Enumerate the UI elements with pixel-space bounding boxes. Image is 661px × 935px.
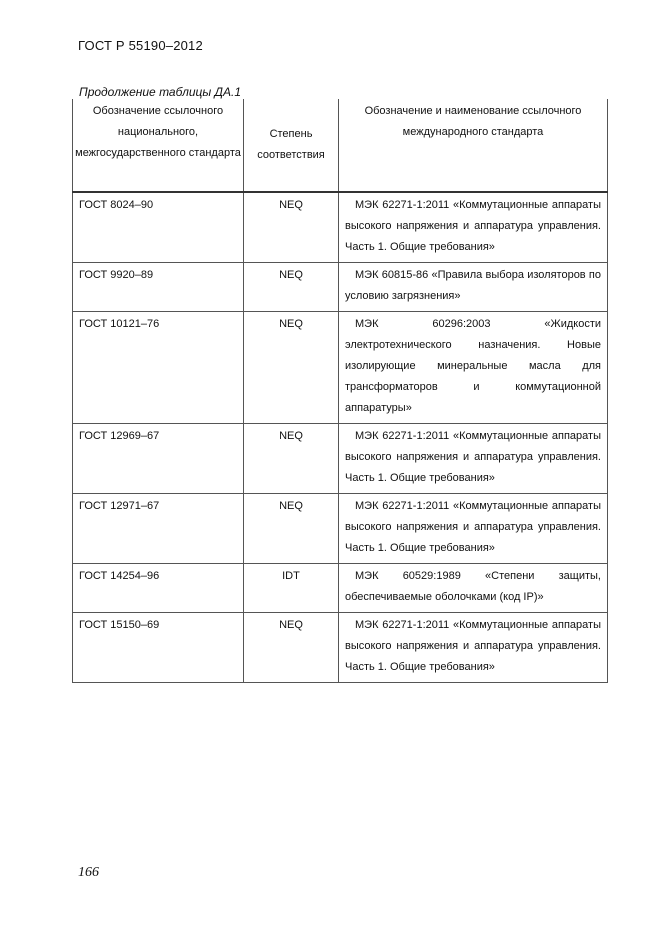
table-caption: Продолжение таблицы ДА.1 <box>79 85 242 99</box>
table-row <box>73 424 608 494</box>
table-body <box>73 192 608 683</box>
degree-cell: NEQ <box>244 494 339 564</box>
column-header-national: Обозначение ссылочного национального, межгосударственного стандарта <box>73 99 244 192</box>
degree-cell: NEQ <box>244 613 339 683</box>
international-standard-cell: МЭК 60529:1989 «Степени защиты, обеспечиваемые оболочками (код IP)» <box>339 564 608 613</box>
international-standard-cell: МЭК 62271-1:2011 «Коммутационные аппараты высокого напряжения и аппаратура управления. Часть 1. Общие требования» <box>339 192 608 263</box>
table-row <box>73 564 608 613</box>
degree-cell: NEQ <box>244 263 339 312</box>
reference-table-container <box>72 99 607 683</box>
degree-cell: NEQ <box>244 424 339 494</box>
international-standard-cell: МЭК 60296:2003 «Жидкости электротехнического назначения. Новые изолирующие минеральные масла для трансформаторов и коммутационной аппаратуры» <box>339 312 608 424</box>
table-header <box>73 99 608 192</box>
degree-cell: NEQ <box>244 312 339 424</box>
table-row <box>73 613 608 683</box>
table-row <box>73 263 608 312</box>
degree-cell: IDT <box>244 564 339 613</box>
document-header: ГОСТ Р 55190–2012 <box>78 38 203 53</box>
national-standard-cell: ГОСТ 14254–96 <box>73 564 244 613</box>
table-row <box>73 312 608 424</box>
international-standard-cell: МЭК 62271-1:2011 «Коммутационные аппараты высокого напряжения и аппаратура управления. Часть 1. Общие требования» <box>339 613 608 683</box>
national-standard-cell: ГОСТ 12969–67 <box>73 424 244 494</box>
reference-standards-table <box>72 99 608 683</box>
table-row <box>73 192 608 263</box>
national-standard-cell: ГОСТ 8024–90 <box>73 192 244 263</box>
column-header-degree: Степень соответствия <box>244 99 339 192</box>
table-header-row <box>73 99 608 192</box>
degree-cell: NEQ <box>244 192 339 263</box>
national-standard-cell: ГОСТ 12971–67 <box>73 494 244 564</box>
international-standard-cell: МЭК 62271-1:2011 «Коммутационные аппараты высокого напряжения и аппаратура управления. Часть 1. Общие требования» <box>339 424 608 494</box>
table-row <box>73 494 608 564</box>
column-header-international: Обозначение и наименование ссылочного международного стандарта <box>339 99 608 192</box>
page-number: 166 <box>78 865 99 880</box>
national-standard-cell: ГОСТ 10121–76 <box>73 312 244 424</box>
national-standard-cell: ГОСТ 15150–69 <box>73 613 244 683</box>
national-standard-cell: ГОСТ 9920–89 <box>73 263 244 312</box>
international-standard-cell: МЭК 60815-86 «Правила выбора изоляторов по условию загрязнения» <box>339 263 608 312</box>
international-standard-cell: МЭК 62271-1:2011 «Коммутационные аппараты высокого напряжения и аппаратура управления. Часть 1. Общие требования» <box>339 494 608 564</box>
